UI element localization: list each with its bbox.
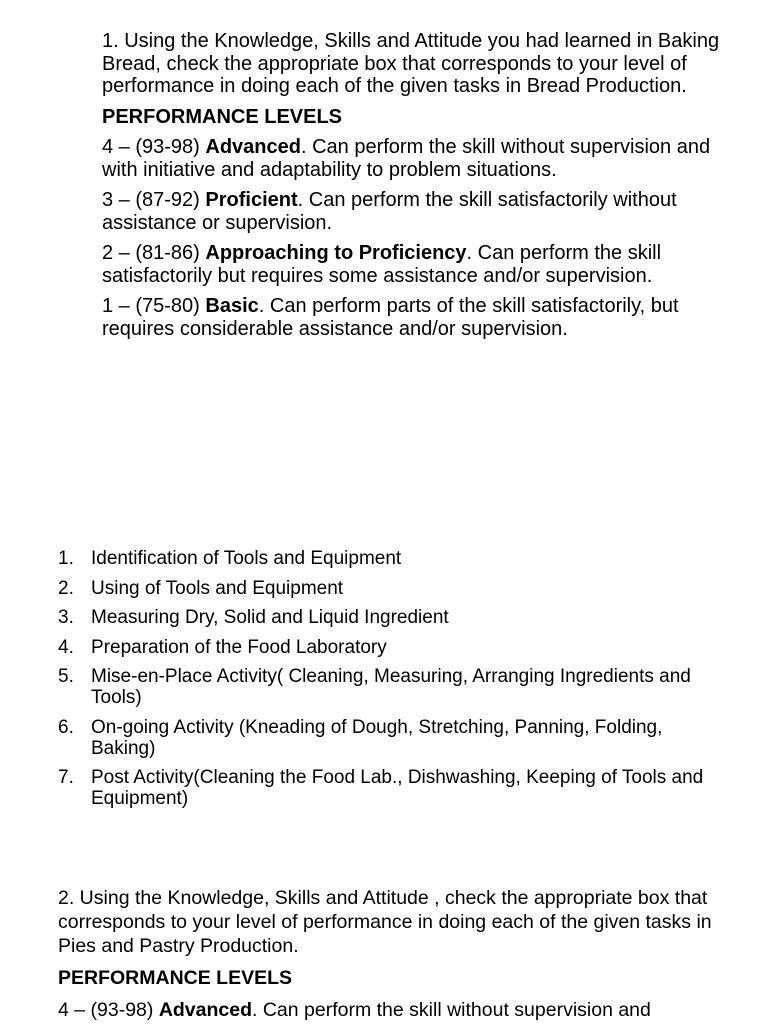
item-number: 2. — [58, 577, 74, 599]
level-desc: . Can perform the skill without supervision and with initiative and adaptability to problem situations. — [102, 136, 711, 181]
list-item — [58, 548, 718, 569]
item-number: 1. — [58, 548, 74, 569]
level-prefix: 4 – (93-98) — [102, 136, 206, 158]
item-text: Mise-en-Place Activity( Cleaning, Measuring, Arranging Ingredients and Tools) — [91, 666, 691, 708]
bread-intro: 1. Using the Knowledge, Skills and Attitude you had learned in Baking Bread, check the appropriate box that corresponds to your level of performance in doing each of the given tasks in Bread Production. — [102, 30, 720, 97]
list-item — [58, 717, 718, 759]
level-2 — [102, 242, 742, 287]
list-item — [58, 666, 718, 708]
list-item — [58, 607, 718, 628]
item-number: 5. — [58, 666, 74, 687]
item-number: 4. — [58, 636, 74, 658]
task-list — [58, 548, 718, 818]
level-desc: . Can perform the skill without supervision and — [252, 999, 651, 1021]
item-text: Identification of Tools and Equipment — [91, 548, 402, 569]
level-prefix: 4 – (93-98) — [58, 999, 159, 1021]
level-desc: . Can perform parts of the skill satisfactorily, but requires considerable assistance and/or supervision. — [102, 295, 679, 340]
item-text: Preparation of the Food Laboratory — [91, 636, 387, 658]
level-name: Proficient — [205, 189, 298, 211]
level-name: Advanced — [158, 999, 253, 1021]
performance-levels-heading: PERFORMANCE LEVELS — [102, 105, 343, 128]
level-prefix: 1 – (75-80) — [102, 295, 206, 317]
pastry-intro: 2. Using the Knowledge, Skills and Attitude , check the appropriate box that corresponds to your level of performance in doing each of the given tasks in Pies and Pastry Production. — [58, 887, 712, 957]
item-text: Measuring Dry, Solid and Liquid Ingredient — [91, 607, 449, 628]
level-4 — [58, 998, 738, 1022]
level-1 — [102, 295, 742, 340]
item-number: 6. — [58, 716, 74, 738]
item-number: 3. — [58, 607, 74, 628]
level-prefix: 2 – (81-86) — [102, 242, 206, 264]
level-desc: . Can perform the skill satisfactorily without assistance or supervision. — [102, 189, 677, 234]
bread-instructions — [102, 30, 742, 340]
level-name: Basic — [205, 295, 259, 317]
performance-levels-heading: PERFORMANCE LEVELS — [58, 967, 293, 989]
pastry-instructions — [58, 886, 738, 1022]
list-item — [58, 637, 718, 658]
item-number: 7. — [58, 767, 74, 788]
list-item — [58, 767, 718, 809]
level-name: Approaching to Proficiency — [205, 242, 467, 264]
item-text: Using of Tools and Equipment — [91, 577, 344, 599]
level-3 — [102, 189, 742, 234]
item-text: On-going Activity (Kneading of Dough, Stretching, Panning, Folding, Baking) — [91, 716, 663, 759]
list-item — [58, 578, 718, 599]
level-4 — [102, 136, 742, 181]
item-text: Post Activity(Cleaning the Food Lab., Dishwashing, Keeping of Tools and Equipment) — [91, 767, 704, 809]
level-name: Advanced — [205, 136, 301, 158]
level-prefix: 3 – (87-92) — [102, 189, 206, 211]
level-desc: . Can perform the skill satisfactorily but requires some assistance and/or supervision. — [102, 242, 662, 287]
